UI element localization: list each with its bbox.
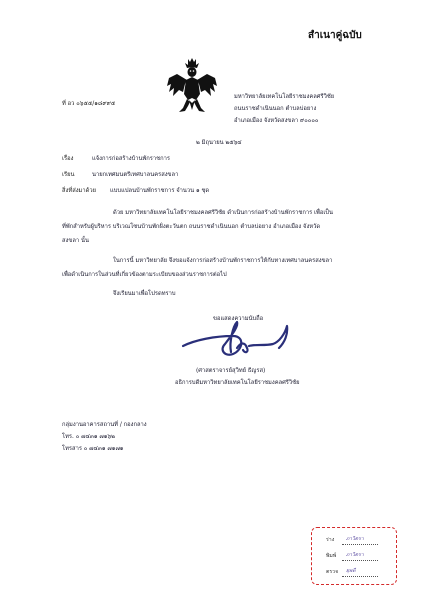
department: กลุ่มงานอาคารสถานที่ / กองกลาง bbox=[62, 422, 147, 428]
stamp-draft-label: ร่าง bbox=[326, 537, 335, 543]
closing-request: จึงเรียนมาเพื่อโปรดทราบ bbox=[113, 291, 176, 297]
phone: โทร. ๐ ๗๔๓๑ ๗๑๖๒ bbox=[62, 434, 115, 440]
stamp-checked-name: ยุพดี bbox=[346, 568, 356, 574]
signer-name: (ศาสตราจารย์สุวิทย์ ธีญรส) bbox=[196, 368, 266, 374]
stamp-draft-name: ภาวิตรา bbox=[346, 536, 364, 542]
copy-label: สำเนาคู่ฉบับ bbox=[308, 30, 362, 41]
recipient-text: นายกเทศมนตรีเทศบาลนครสงขลา bbox=[92, 172, 179, 178]
sender-address-line1: ถนนราชดำเนินนอก ตำบลบ่อยาง bbox=[234, 106, 317, 112]
body-para2-line2: เพื่อดำเนินการในส่วนที่เกี่ยวข้องตามระเบียบของส่วนราชการต่อไป bbox=[62, 272, 227, 278]
sender-org: มหาวิทยาลัยเทคโนโลยีราชมงคลศรีวิชัย bbox=[234, 94, 335, 100]
attachment-label: สิ่งที่ส่งมาด้วย bbox=[62, 188, 97, 194]
subject-label: เรื่อง bbox=[62, 156, 74, 162]
document-date: ๒ มิถุนายน ๒๕๖๔ bbox=[196, 140, 242, 146]
subject-text: แจ้งการก่อสร้างบ้านพักราชการ bbox=[92, 156, 170, 162]
document-number: ที่ อว ๐๖๕๕/๑๘๙๙๕ bbox=[62, 101, 116, 107]
body-para2-line1: ในการนี้ มหาวิทยาลัย จึงขอแจ้งการก่อสร้างบ้านพักราชการให้กับทางเทศบาลนครสงขลา bbox=[113, 258, 333, 264]
body-para1-line1: ด้วย มหาวิทยาลัยเทคโนโลยีราชมงคลศรีวิชัย ดำเนินการก่อสร้างบ้านพักราชการ เพื่อเป็น bbox=[113, 210, 333, 216]
stamp-checked-label: ตรวจ bbox=[326, 569, 339, 575]
fax: โทรสาร ๐ ๗๔๓๑ ๗๑๗๑ bbox=[62, 446, 124, 452]
approval-stamp-box bbox=[311, 527, 397, 585]
garuda-emblem-icon bbox=[165, 56, 219, 114]
sender-address-line2: อำเภอเมือง จังหวัดสงขลา ๙๐๐๐๐ bbox=[234, 118, 319, 124]
signer-position: อธิการบดีมหาวิทยาลัยเทคโนโลยีราชมงคลศรีวิชัย bbox=[175, 380, 300, 386]
stamp-typed-name: ภาวิตรา bbox=[346, 552, 364, 558]
signature-image bbox=[175, 312, 295, 362]
stamp-typed-label: พิมพ์ bbox=[326, 553, 337, 559]
recipient-label: เรียน bbox=[62, 172, 75, 178]
closing-salutation: ขอแสดงความนับถือ bbox=[213, 316, 264, 322]
body-para1-line3: สงขลา นั้น bbox=[62, 238, 89, 244]
attachment-text: แบบแปลนบ้านพักราชการ จำนวน ๑ ชุด bbox=[110, 188, 210, 194]
body-para1-line2: ที่พักสำหรับผู้บริหาร บริเวณโซนบ้านพักฝั่งตะวันตก ถนนราชดำเนินนอก ตำบลบ่อยาง อำเภอเมือง จังหวัด bbox=[62, 224, 321, 230]
